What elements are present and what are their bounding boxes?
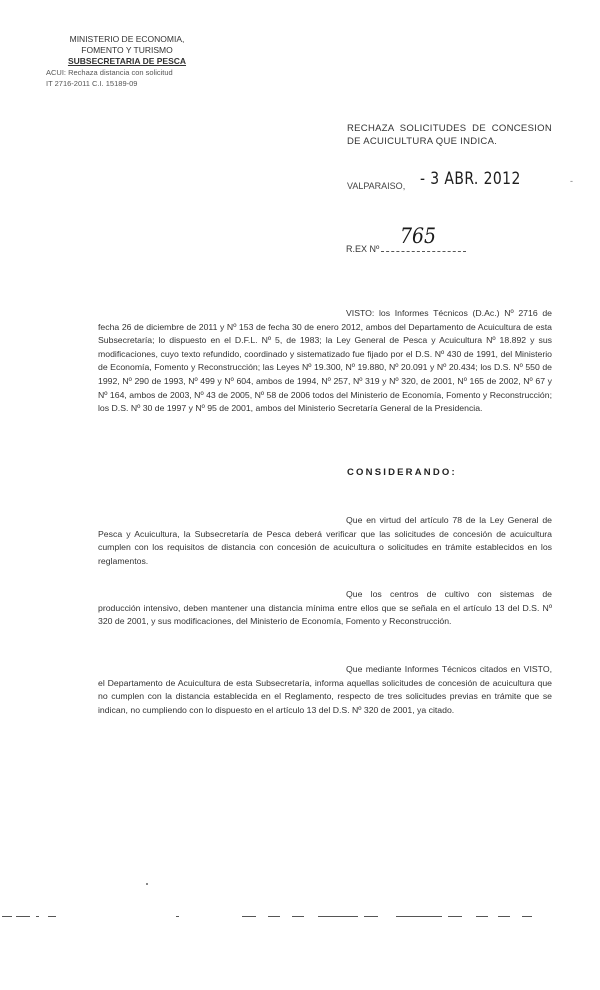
ministry-line-1: MINISTERIO DE ECONOMIA, — [69, 34, 185, 44]
date-stamp-mark: - — [570, 176, 573, 186]
considerando-heading: CONSIDERANDO: — [347, 467, 457, 478]
letterhead — [46, 34, 202, 89]
acui-line: ACUI: Rechaza distancia con solicitud — [46, 68, 173, 77]
resolution-number: 765 — [400, 224, 437, 248]
resolution-prefix: R.EX Nº — [346, 244, 380, 254]
place-label: VALPARAISO, — [347, 181, 406, 191]
visto-paragraph: VISTO: los Informes Técnicos (D.Ac.) Nº 2716 de fecha 26 de diciembre de 2011 y Nº 153 de fecha 30 de enero 2012, ambos del Departamento de Acuicultura de esta Subsecretaría; lo dispuesto en el D.F.L. Nº 5, de 1983; la Ley General de Pesca y Acuicultura Nº 18.892 y sus modificaciones, cuyo texto refundido, coordinado y sistematizado fue fijado por el D.S. Nº 430 de 1991, del Ministerio de Economía, Fomento y Reconstrucción; las Leyes Nº 19.300, Nº 19.880, Nº 20.091 y Nº 20.434; los D.S. Nº 550 de 1992, Nº 290 de 1993, Nº 499 y Nº 604, ambos de 1994, Nº 257, Nº 319 y Nº 320, de 2001, Nº 165 de 2002, Nº 67 y Nº 164, ambos de 2003, Nº 43 de 2005, Nº 58 de 2006 todos del Ministerio de Economía, Fomento y Reconstrucción; los D.S. Nº 30 de 1997 y Nº 95 de 2001, ambos del Ministerio Secretaría General de la Presidencia. — [98, 308, 552, 414]
ministry-line-2: FOMENTO Y TURISMO — [81, 45, 173, 55]
considerando-paragraph-2: Que los centros de cultivo con sistemas de producción intensivo, deben mantener una distancia mínima entre ellos que se señala en el artículo 13 del D.S. Nº 320 de 2001, y sus modificaciones, del Ministerio de Economía, Fomento y Reconstrucción. — [98, 589, 552, 627]
considerando-paragraph-3: Que mediante Informes Técnicos citados en VISTO, el Departamento de Acuicultura de esta Subsecretaría, informa aquellas solicitudes de concesión de acuicultura que no cumplen con la distancia establecida en el Reglamento, respecto de tres solicitudes previas en trámite que se indican, no cumpliendo con lo dispuesto en el artículo 13 del D.S. Nº 320 de 2001, ya citado. — [98, 664, 552, 715]
stray-mark — [146, 883, 148, 885]
footer-dashed-line — [0, 916, 600, 920]
subsecretaria-line: SUBSECRETARIA DE PESCA — [67, 56, 187, 66]
considerando-paragraph-1: Que en virtud del artículo 78 de la Ley General de Pesca y Acuicultura, la Subsecretaría de Pesca deberá verificar que las solicitudes de concesión de acuicultura cumplen con los requisitos de distancia con concesión de acuicultura o solicitudes en trámite establecidos en los reglamentos. — [98, 515, 552, 566]
resolution-title: RECHAZA SOLICITUDES DE CONCESION DE ACUICULTURA QUE INDICA. — [347, 123, 552, 147]
date-stamp: - 3 ABR. 2012 — [420, 169, 521, 189]
reference-line: IT 2716-2011 C.I. 15189-09 — [46, 79, 138, 88]
